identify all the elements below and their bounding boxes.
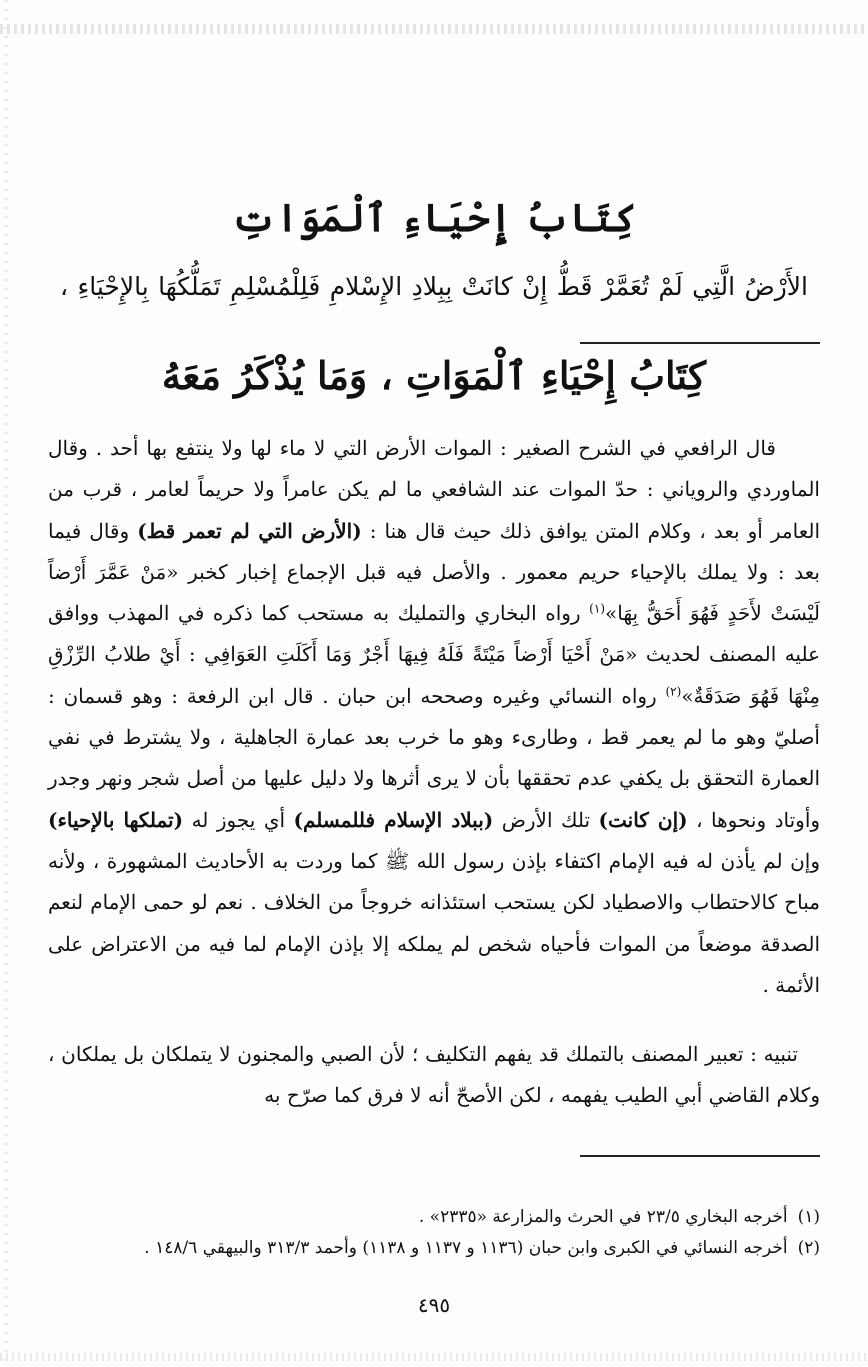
body-text-run: وإن لم يأذن له فيه الإمام اكتفاء بإذن رسول الله ﷺ كما وردت به الأحاديث المشهورة ، ولأنه مباح كالاحتطاب والاصطياد لكن يستحب استئذانه خروجاً من الخلاف . نعم لو حمى الإمام لنعم الصدقة موضعاً من الموات فأحياه شخص لم يملكه إلا بإذن الإمام لما فيه من الاعتراض على الأئمة . xyxy=(48,848,820,997)
body-text-run: رواه البخاري والتمليك به مستحب كما ذكره في المهذب ووافق عليه المصنف لحديث «مَنْ أَحْيَا أَرْضاً مَيْتَةً فَلَهُ فِيهَا أَجْرٌ وَمَا أَكَلَتِ العَوَافِي : أَيْ طلابُ الرِّزْقِ مِنْهَا فَهُوَ صَدَقَةٌ» xyxy=(48,601,821,708)
matn-quote: (ببلاد الإسلام فللمسلم) xyxy=(293,807,494,832)
matn-quote: (الأرض التي لم تعمر قط) xyxy=(137,518,362,543)
footnote-number: (٢) xyxy=(797,1238,820,1258)
scan-noise-top xyxy=(0,24,868,34)
matn-quote: (إن كانت) xyxy=(598,807,688,832)
book-title: كِتَابُ إِحْيَاءِ ٱلْمَوَاتِ xyxy=(231,195,637,240)
footnote-text: أخرجه النسائي في الكبرى وابن حبان (١١٣٦ و ١١٣٧ و ١١٣٨) وأحمد ٣١٣/٣ والبيهقي ١٤٨/٦ . xyxy=(144,1238,788,1258)
body-text-run: أي يجوز له xyxy=(191,807,286,832)
page-number: ٤٩٥ xyxy=(417,1293,451,1317)
footnotes xyxy=(48,1202,820,1264)
body-text-run: قال الرافعي في الشرح الصغير : الموات الأرض التي لا ماء لها ولا ينتفع بها أحد . وقال الماوردي والروياني : حدّ الموات عند الشافعي ما لم يكن عامراً ولا حريماً لعامر ، قرب من العامر أو بعد ، وكلام المتن يوافق ذلك حيث قال هنا : xyxy=(48,436,821,543)
body-text-run: رواه النسائي وغيره وصححه ابن حبان . قال ابن الرفعة : وهو قسمان : أصليّ وهو ما لم يعمر قط ، وطارىء وهو ما خرب بعد عمارة الجاهلية ، ولا يشترط في نفي العمارة التحقق بل يكفي عدم تحققها بأن لا يرى أثرها ولا دليل عليها من أصل شجر ونهر وجدر وأوتاد ونحوها ، xyxy=(48,683,821,832)
scan-noise-bottom xyxy=(0,1353,868,1361)
footnote-1 xyxy=(48,1202,820,1233)
body-text-run: وقال فيما بعد : ولا يملك بالإحياء حريم معمور . والأصل فيه قبل الإجماع إخبار كخبر «مَنْ عَمَّرَ أَرْضاً لَيْسَتْ لأَحَدٍ فَهُوَ أَحَقُّ بِهَا» xyxy=(48,518,820,626)
commentary-paragraph-2: تنبيه : تعبير المصنف بالتملك قد يفهم التكليف ؛ لأن الصبي والمجنون لا يتملكان بل يملكان ، وكلام القاضي أبي الطيب يفهمه ، لكن الأصحّ أنه لا فرق كما صرّح به xyxy=(48,1042,820,1108)
commentary-body xyxy=(48,428,820,1117)
divider-top xyxy=(580,342,820,344)
footnote-ref-2: (٢) xyxy=(665,684,682,699)
footnote-divider xyxy=(580,1155,820,1157)
matn-quote: (تملكها بالإحياء) xyxy=(48,807,184,832)
footnote-number: (١) xyxy=(797,1207,820,1227)
footnote-ref-1: (١) xyxy=(589,601,605,616)
section-title: كِتَابُ إِحْيَاءِ ٱلْمَوَاتِ ، وَمَا يُذْكَرُ مَعَهُ xyxy=(161,353,707,398)
footnote-text: أخرجه البخاري ٢٣/٥ في الحرث والمزارعة «٢٣٣٥» . xyxy=(418,1207,788,1227)
matn-text: الأَرْضُ الَّتِي لَمْ تُعَمَّرْ قَطُّ إِنْ كانَتْ بِبِلادِ الإِسْلامِ فَلِلْمُسْلِمِ تَمَلُّكُهَا بِالإِحْيَاءِ ، xyxy=(60,272,808,301)
body-text-run: تلك الأرض xyxy=(501,807,591,832)
footnote-2 xyxy=(48,1233,820,1264)
commentary-paragraph-1 xyxy=(48,428,820,1006)
